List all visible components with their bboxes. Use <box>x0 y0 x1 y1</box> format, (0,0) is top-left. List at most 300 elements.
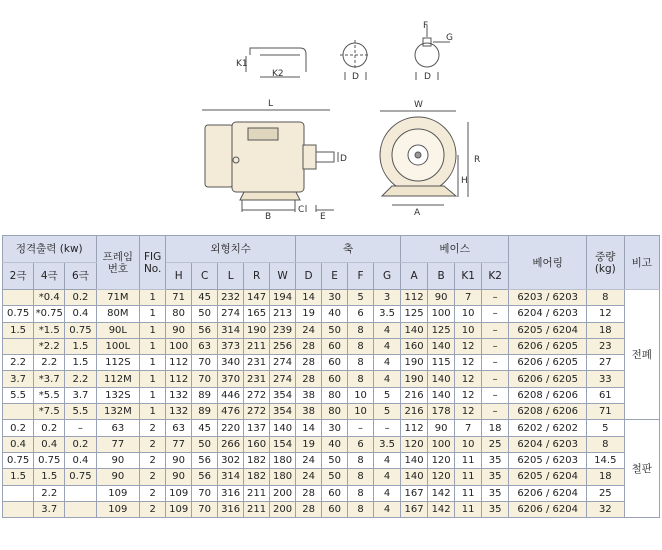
table-cell <box>3 501 34 517</box>
table-cell: 80 <box>166 306 192 322</box>
table-cell: 8 <box>348 371 374 387</box>
table-cell: 8 <box>348 452 374 468</box>
table-cell: 23 <box>587 338 624 354</box>
table-cell: 45 <box>192 290 218 306</box>
table-cell: 77 <box>166 436 192 452</box>
table-cell: *7.5 <box>34 404 65 420</box>
table-cell: 35 <box>482 469 509 485</box>
table-cell: 71M <box>96 290 140 306</box>
table-cell: 33 <box>587 371 624 387</box>
table-cell <box>3 290 34 306</box>
table-cell: 38 <box>296 404 322 420</box>
table-cell: 3.7 <box>34 501 65 517</box>
shaft-end-detail <box>340 40 370 82</box>
table-cell: 90 <box>96 452 140 468</box>
table-cell: 2.2 <box>34 485 65 501</box>
header-base-col: A <box>401 263 428 290</box>
table-cell: 160 <box>401 338 428 354</box>
table-cell: 3.5 <box>374 306 401 322</box>
table-cell: 3.7 <box>3 371 34 387</box>
table-cell: *1.5 <box>34 322 65 338</box>
table-cell: 211 <box>244 501 270 517</box>
table-row <box>3 452 660 468</box>
table-cell: *3.7 <box>34 371 65 387</box>
label-h: H <box>461 176 468 186</box>
table-cell: 0.4 <box>3 436 34 452</box>
table-cell: 35 <box>482 485 509 501</box>
table-cell: 7 <box>455 290 482 306</box>
label-k2: K2 <box>272 69 284 79</box>
table-cell: 5 <box>587 420 624 436</box>
table-cell: 211 <box>244 338 270 354</box>
table-cell: 370 <box>218 371 244 387</box>
label-l: L <box>268 99 274 109</box>
table-cell: 4 <box>374 371 401 387</box>
table-cell: 6203 / 6203 <box>509 290 587 306</box>
table-cell: 211 <box>244 485 270 501</box>
table-cell: 56 <box>192 452 218 468</box>
table-cell: 10 <box>348 387 374 403</box>
table-cell: 140 <box>401 452 428 468</box>
table-cell: 90 <box>166 452 192 468</box>
table-cell: 112S <box>96 355 140 371</box>
table-cell: 19 <box>296 436 322 452</box>
table-cell: 6204 / 6203 <box>509 306 587 322</box>
table-cell: 120 <box>428 452 455 468</box>
table-cell: 200 <box>270 485 296 501</box>
table-cell: 12 <box>455 387 482 403</box>
table-cell: 190 <box>401 371 428 387</box>
table-cell: 60 <box>322 371 348 387</box>
table-cell: *0.4 <box>34 290 65 306</box>
table-cell: 200 <box>270 501 296 517</box>
table-cell: 0.75 <box>3 306 34 322</box>
table-cell: 316 <box>218 501 244 517</box>
table-cell: 50 <box>322 452 348 468</box>
table-row <box>3 485 660 501</box>
motor-drawings <box>0 0 662 232</box>
table-cell: 180 <box>270 452 296 468</box>
table-cell: 5.5 <box>65 404 96 420</box>
table-cell: 256 <box>270 338 296 354</box>
table-cell: 314 <box>218 469 244 485</box>
table-cell: 28 <box>296 355 322 371</box>
header-fig: FIG No. <box>140 236 166 290</box>
table-cell: 0.4 <box>65 452 96 468</box>
header-shaft-col: D <box>296 263 322 290</box>
table-cell: 1 <box>140 290 166 306</box>
table-cell: 12 <box>455 338 482 354</box>
table-cell: – <box>482 306 509 322</box>
table-cell: 125 <box>428 322 455 338</box>
table-cell: 6 <box>348 306 374 322</box>
table-cell: 60 <box>322 338 348 354</box>
header-base-col: B <box>428 263 455 290</box>
table-cell: 1 <box>140 387 166 403</box>
table-cell: *5.5 <box>34 387 65 403</box>
table-cell: 160 <box>244 436 270 452</box>
header-base-col: K1 <box>455 263 482 290</box>
table-cell: 112 <box>166 371 192 387</box>
table-cell: 28 <box>296 501 322 517</box>
table-row <box>3 290 660 306</box>
table-cell: 11 <box>455 501 482 517</box>
table-cell: – <box>482 387 509 403</box>
table-cell: – <box>482 404 509 420</box>
table-cell: 63 <box>192 338 218 354</box>
table-cell: 8 <box>587 290 624 306</box>
table-cell: 71 <box>166 290 192 306</box>
header-frame: 프레임 번호 <box>96 236 140 290</box>
table-cell: 2 <box>140 436 166 452</box>
table-cell: 213 <box>270 306 296 322</box>
table-cell: 35 <box>482 452 509 468</box>
table-cell: 18 <box>482 420 509 436</box>
table-cell: 18 <box>587 469 624 485</box>
table-cell: 24 <box>296 322 322 338</box>
table-row <box>3 436 660 452</box>
label-w: W <box>414 100 423 110</box>
table-cell: 50 <box>322 322 348 338</box>
table-cell: 12 <box>455 371 482 387</box>
table-cell: 0.4 <box>34 436 65 452</box>
table-cell: 28 <box>296 338 322 354</box>
header-dimensions: 외형치수 <box>166 236 296 263</box>
table-cell: 11 <box>455 485 482 501</box>
table-cell: 28 <box>296 485 322 501</box>
table-cell: 194 <box>270 290 296 306</box>
table-cell: 167 <box>401 485 428 501</box>
table-cell: 476 <box>218 404 244 420</box>
table-cell: 8 <box>348 501 374 517</box>
table-cell: 4 <box>374 469 401 485</box>
table-cell: 40 <box>322 436 348 452</box>
table-cell: 231 <box>244 355 270 371</box>
table-cell: 80 <box>322 387 348 403</box>
table-cell: 140 <box>401 322 428 338</box>
table-cell: 63 <box>166 420 192 436</box>
note-enclosed: 전폐 <box>624 290 659 420</box>
table-row <box>3 501 660 517</box>
table-cell: 132M <box>96 404 140 420</box>
table-cell: 4 <box>374 338 401 354</box>
table-cell: – <box>482 338 509 354</box>
table-row <box>3 355 660 371</box>
table-cell: 109 <box>96 501 140 517</box>
table-cell: 8 <box>348 322 374 338</box>
table-cell: 70 <box>192 355 218 371</box>
label-c: C <box>298 205 305 215</box>
table-cell: 132 <box>166 387 192 403</box>
table-cell: 38 <box>296 387 322 403</box>
table-row <box>3 420 660 436</box>
table-cell: 11 <box>455 469 482 485</box>
table-cell: 1 <box>140 404 166 420</box>
header-dim: H <box>166 263 192 290</box>
table-cell: 373 <box>218 338 244 354</box>
table-cell: – <box>65 420 96 436</box>
header-output: 정격출력 (kw) <box>3 236 97 263</box>
table-cell: 140 <box>428 371 455 387</box>
table-row <box>3 306 660 322</box>
table-cell: 239 <box>270 322 296 338</box>
header-shaft-col: E <box>322 263 348 290</box>
header-dim: L <box>218 263 244 290</box>
table-cell: 109 <box>166 485 192 501</box>
table-cell: 100 <box>428 436 455 452</box>
label-d-side: D <box>340 154 347 164</box>
table-cell: 60 <box>322 501 348 517</box>
table-cell: 1.5 <box>3 322 34 338</box>
table-cell: 89 <box>192 387 218 403</box>
header-base-col: K2 <box>482 263 509 290</box>
header-pole: 4극 <box>34 263 65 290</box>
header-base: 베이스 <box>401 236 509 263</box>
table-cell: 178 <box>428 404 455 420</box>
table-cell: 1 <box>140 355 166 371</box>
table-cell: 4 <box>374 485 401 501</box>
table-cell: 6205 / 6203 <box>509 452 587 468</box>
table-cell: 120 <box>428 469 455 485</box>
table-cell: 7 <box>455 420 482 436</box>
table-cell: 8 <box>587 436 624 452</box>
table-cell: 2 <box>140 452 166 468</box>
table-cell: 100L <box>96 338 140 354</box>
table-cell: 10 <box>455 436 482 452</box>
table-cell: 25 <box>587 485 624 501</box>
table-cell: 2 <box>140 501 166 517</box>
table-cell: 6208 / 6206 <box>509 404 587 420</box>
header-weight: 중량 (kg) <box>587 236 624 290</box>
header-bearing: 베어링 <box>509 236 587 290</box>
table-cell: 24 <box>296 469 322 485</box>
table-cell: 140 <box>270 420 296 436</box>
table-cell: 354 <box>270 404 296 420</box>
table-row <box>3 371 660 387</box>
table-cell: 3.7 <box>65 387 96 403</box>
label-r: R <box>474 155 481 165</box>
table-cell: 2.2 <box>34 355 65 371</box>
table-cell: 182 <box>244 469 270 485</box>
table-cell: 140 <box>401 469 428 485</box>
table-cell: 90 <box>166 469 192 485</box>
table-cell: 2 <box>140 420 166 436</box>
base-foot-detail <box>236 48 306 79</box>
label-k1: K1 <box>236 59 248 69</box>
header-shaft: 축 <box>296 236 401 263</box>
table-cell: 0.2 <box>65 290 96 306</box>
table-cell <box>3 404 34 420</box>
table-cell: 147 <box>244 290 270 306</box>
table-cell: 12 <box>587 306 624 322</box>
note-steel-plate: 철판 <box>624 420 659 518</box>
spec-table-body <box>3 290 660 518</box>
table-cell: 60 <box>322 485 348 501</box>
table-cell: 6204 / 6203 <box>509 436 587 452</box>
table-cell: 90 <box>96 469 140 485</box>
table-cell: 115 <box>428 355 455 371</box>
table-cell: 2.2 <box>65 371 96 387</box>
table-cell: 63 <box>96 420 140 436</box>
table-cell: 231 <box>244 371 270 387</box>
table-cell: 1.5 <box>65 355 96 371</box>
table-cell: 1 <box>140 322 166 338</box>
table-cell: 2 <box>140 469 166 485</box>
table-cell <box>3 338 34 354</box>
table-cell: 0.75 <box>65 322 96 338</box>
table-cell: 232 <box>218 290 244 306</box>
table-cell: 28 <box>296 371 322 387</box>
table-cell: 6202 / 6202 <box>509 420 587 436</box>
header-pole: 6극 <box>65 263 96 290</box>
table-cell: 132S <box>96 387 140 403</box>
table-cell: 50 <box>322 469 348 485</box>
table-cell: 8 <box>348 469 374 485</box>
table-cell: 446 <box>218 387 244 403</box>
table-cell: 70 <box>192 485 218 501</box>
table-cell: 35 <box>482 501 509 517</box>
table-cell <box>65 485 96 501</box>
table-cell: 3 <box>374 290 401 306</box>
table-cell: – <box>482 371 509 387</box>
table-cell: 4 <box>374 452 401 468</box>
table-cell: 5 <box>374 404 401 420</box>
table-cell: 6206 / 6205 <box>509 371 587 387</box>
table-cell: 0.4 <box>65 306 96 322</box>
table-cell: 8 <box>348 338 374 354</box>
table-cell: – <box>348 420 374 436</box>
table-cell: 30 <box>322 290 348 306</box>
label-d1: D <box>352 72 359 82</box>
motor-spec-table <box>2 235 660 518</box>
table-cell: 302 <box>218 452 244 468</box>
table-cell: 100 <box>166 338 192 354</box>
table-cell: 142 <box>428 485 455 501</box>
table-cell: 154 <box>270 436 296 452</box>
table-cell: *2.2 <box>34 338 65 354</box>
table-cell: 61 <box>587 387 624 403</box>
table-cell: 190 <box>244 322 270 338</box>
table-cell: 190 <box>401 355 428 371</box>
table-cell: 10 <box>455 322 482 338</box>
table-cell <box>3 485 34 501</box>
table-cell: 6206 / 6205 <box>509 355 587 371</box>
table-cell: 0.75 <box>34 452 65 468</box>
table-cell: 120 <box>401 436 428 452</box>
table-cell: 220 <box>218 420 244 436</box>
table-cell: 109 <box>96 485 140 501</box>
table-cell: 24 <box>296 452 322 468</box>
table-cell <box>65 501 96 517</box>
table-cell: 274 <box>270 355 296 371</box>
table-cell: 27 <box>587 355 624 371</box>
table-cell: 25 <box>482 436 509 452</box>
table-cell: 137 <box>244 420 270 436</box>
table-cell: 140 <box>428 338 455 354</box>
table-cell: 10 <box>455 306 482 322</box>
table-cell: 132 <box>166 404 192 420</box>
table-cell: 70 <box>192 501 218 517</box>
table-cell: 40 <box>322 306 348 322</box>
header-note: 비고 <box>624 236 659 290</box>
table-cell: 5 <box>374 387 401 403</box>
table-cell: 0.2 <box>34 420 65 436</box>
table-cell: 167 <box>401 501 428 517</box>
table-cell: 32 <box>587 501 624 517</box>
table-cell: 50 <box>192 306 218 322</box>
table-cell: 6206 / 6204 <box>509 501 587 517</box>
table-cell: 6206 / 6204 <box>509 485 587 501</box>
table-cell: 6208 / 6206 <box>509 387 587 403</box>
table-cell: 142 <box>428 501 455 517</box>
label-g: G <box>446 33 453 43</box>
table-cell: *0.75 <box>34 306 65 322</box>
table-cell: 2 <box>140 485 166 501</box>
table-row <box>3 338 660 354</box>
table-cell: 266 <box>218 436 244 452</box>
table-cell: 2.2 <box>3 355 34 371</box>
table-cell: 45 <box>192 420 218 436</box>
table-row <box>3 404 660 420</box>
table-cell: 0.2 <box>3 420 34 436</box>
table-cell: 182 <box>244 452 270 468</box>
table-cell: 11 <box>455 452 482 468</box>
table-cell: – <box>482 290 509 306</box>
table-cell: 112M <box>96 371 140 387</box>
table-cell: 14 <box>296 420 322 436</box>
table-cell: 216 <box>401 404 428 420</box>
label-b: B <box>265 212 272 222</box>
key-detail <box>415 21 453 82</box>
table-cell: 14 <box>296 290 322 306</box>
label-e: E <box>320 212 326 222</box>
table-cell: 30 <box>322 420 348 436</box>
table-cell: 19 <box>296 306 322 322</box>
table-cell: 316 <box>218 485 244 501</box>
table-row <box>3 469 660 485</box>
table-cell: 90L <box>96 322 140 338</box>
table-cell: – <box>482 322 509 338</box>
table-cell: 14.5 <box>587 452 624 468</box>
table-cell: 272 <box>244 404 270 420</box>
header-dim: R <box>244 263 270 290</box>
table-row <box>3 387 660 403</box>
table-cell: 314 <box>218 322 244 338</box>
table-cell: 90 <box>428 290 455 306</box>
table-cell: 8 <box>348 355 374 371</box>
table-cell: 0.75 <box>3 452 34 468</box>
table-cell: 18 <box>587 322 624 338</box>
table-cell: 89 <box>192 404 218 420</box>
table-cell: 4 <box>374 355 401 371</box>
table-row <box>3 322 660 338</box>
table-cell: 274 <box>218 306 244 322</box>
table-cell: 112 <box>401 420 428 436</box>
table-cell: 3.5 <box>374 436 401 452</box>
table-cell: 90 <box>166 322 192 338</box>
table-cell: 125 <box>401 306 428 322</box>
table-cell: 12 <box>455 355 482 371</box>
table-cell: 80 <box>322 404 348 420</box>
table-cell: 6205 / 6204 <box>509 469 587 485</box>
motor-front-view <box>380 100 480 218</box>
table-cell: 100 <box>428 306 455 322</box>
table-cell: 4 <box>374 501 401 517</box>
table-cell: 6206 / 6205 <box>509 338 587 354</box>
table-cell: 109 <box>166 501 192 517</box>
table-cell: 140 <box>428 387 455 403</box>
table-cell: 1.5 <box>3 469 34 485</box>
